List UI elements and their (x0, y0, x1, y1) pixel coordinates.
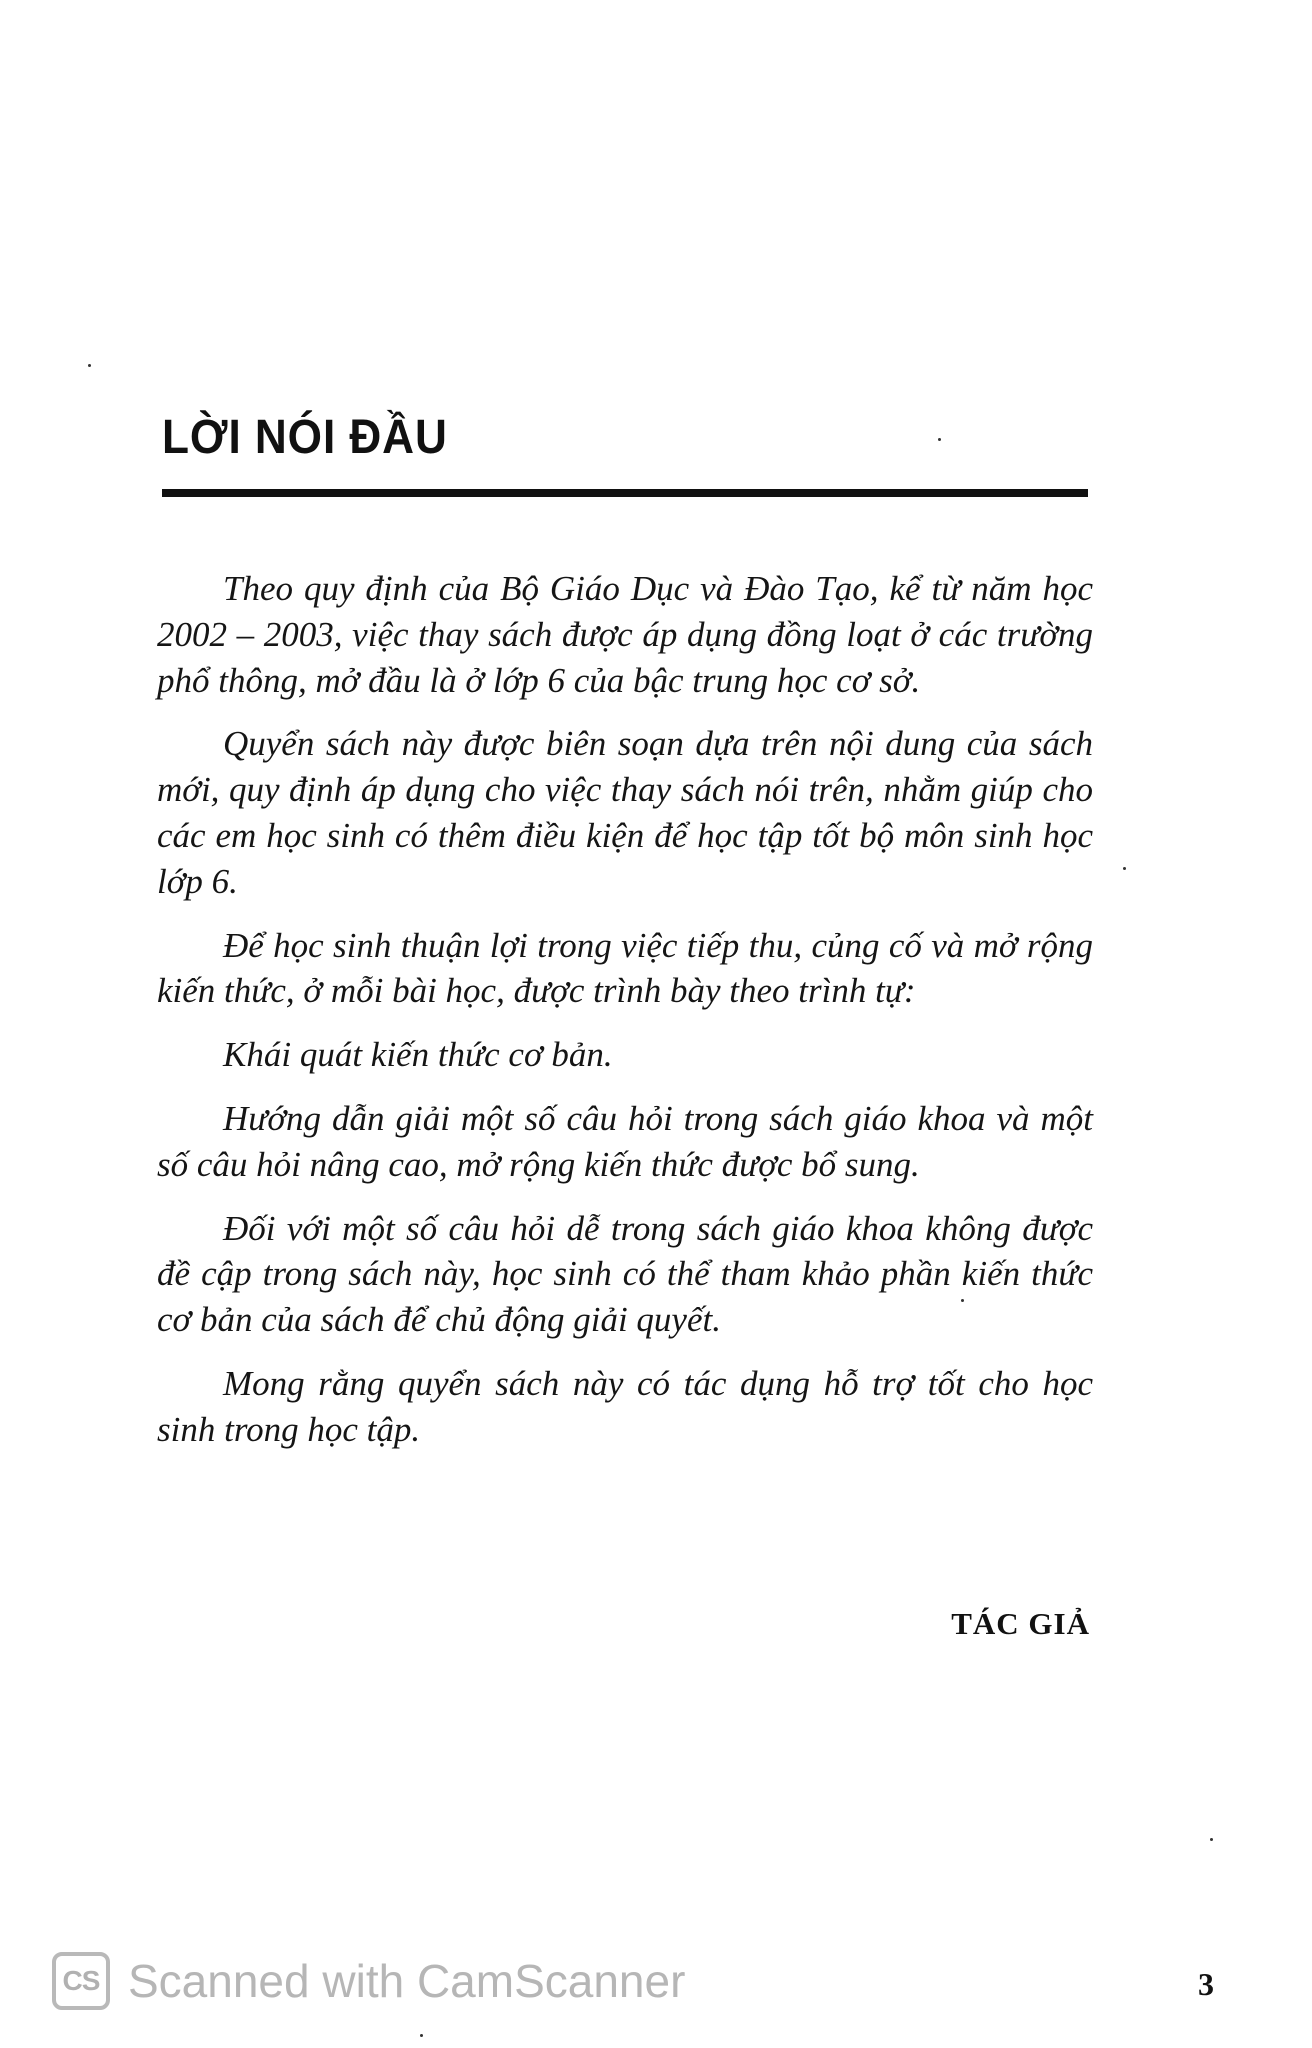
heading-rule (162, 489, 1088, 497)
paragraph: Theo quy định của Bộ Giáo Dục và Đào Tạo, kể từ năm học 2002 – 2003, việc thay sách được áp dụng đồng loạt ở các trường phổ thông, mở đầu là ở lớp 6 của bậc trung học cơ sở. (157, 569, 1093, 700)
paragraph: Khái quát kiến thức cơ bản. (223, 1035, 613, 1075)
scanner-watermark: Scanned with CamScanner (128, 1955, 686, 2007)
page-title: LỜI NÓI ĐẦU (162, 411, 448, 464)
scan-speck (938, 438, 941, 441)
paragraph: Mong rằng quyển sách này có tác dụng hỗ trợ tốt cho học sinh trong học tập. (157, 1363, 1093, 1449)
author-signature: TÁC GIẢ (951, 1606, 1090, 1641)
page-number: 3 (1198, 1966, 1214, 2002)
paragraph: Để học sinh thuận lợi trong việc tiếp thu, củng cố và mở rộng kiến thức, ở mỗi bài học, được trình bày theo trình tự: (157, 925, 1093, 1011)
camscanner-logo-icon: CS (52, 1952, 110, 2010)
paragraph: Đối với một số câu hỏi dễ trong sách giáo khoa không được đề cập trong sách này, học sinh có thể tham khảo phần kiến thức cơ bản của sách để chủ động giải quyết. (157, 1208, 1093, 1340)
scan-speck (88, 364, 91, 367)
scan-speck (1210, 1838, 1213, 1841)
scan-speck (961, 1299, 964, 1302)
body-text (157, 566, 1093, 1471)
scan-speck (420, 2034, 423, 2037)
scan-speck (1123, 867, 1126, 870)
paragraph: Hướng dẫn giải một số câu hỏi trong sách giáo khoa và một số câu hỏi nâng cao, mở rộng kiến thức được bổ sung. (157, 1098, 1093, 1184)
paragraph: Quyển sách này được biên soạn dựa trên nội dung của sách mới, quy định áp dụng cho việc thay sách nói trên, nhằm giúp cho các em học sinh có thêm điều kiện để học tập tốt bộ môn sinh học lớp 6. (157, 724, 1093, 901)
